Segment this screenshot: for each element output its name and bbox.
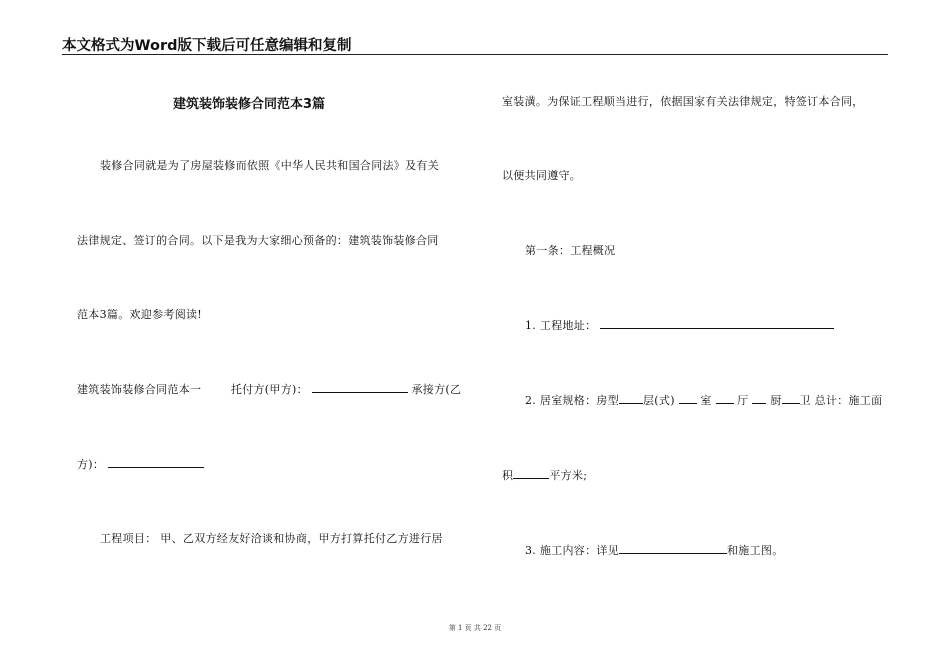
right-line-3: 第一条：工程概况: [525, 244, 616, 257]
left-line-4: [77, 381, 461, 397]
right-line-5: 2. 居室规格：房型 层(式) 室 厅 厨 卫 总计：施工面: [525, 394, 883, 407]
party-b-label-cont: 方)：: [77, 458, 105, 471]
party-b-label: 承接方(乙: [411, 383, 462, 396]
site-address-blank: [600, 317, 834, 329]
party-a-blank: [312, 381, 408, 393]
right-line-6: 积 平方米;: [502, 469, 588, 482]
header-text: 本文格式为Word版下载后可任意编辑和复制: [62, 38, 352, 54]
construction-content-label: 3. 施工内容：详见: [525, 544, 619, 557]
right-line-7: 3. 施工内容：详见 和施工图。: [525, 544, 784, 557]
site-address-label: 1. 工程地址：: [525, 319, 597, 332]
page-footer: 第 1 页 共 22 页: [448, 624, 502, 632]
left-line-2: 法律规定、签订的合同。以下是我为大家细心预备的：建筑装饰装修合同: [77, 234, 439, 247]
left-line-1: 装修合同就是为了房屋装修而依照《中华人民共和国合同法》及有关: [100, 159, 439, 172]
right-line-1: 室装潢。为保证工程顺当进行，依据国家有关法律规定，特签订本合同，: [502, 95, 864, 108]
page-header: [62, 32, 888, 55]
left-line-5: [77, 456, 204, 472]
construction-content-blank: [619, 542, 727, 554]
room-spec-label: 2. 居室规格：房型: [525, 394, 619, 407]
document-title: 建筑装饰装修合同范本3篇: [173, 97, 326, 112]
area-blank: [513, 467, 549, 479]
contract-sample-one-label: 建筑装饰装修合同范本一: [77, 383, 202, 396]
party-a-label: 托付方(甲方)：: [230, 383, 308, 396]
left-line-6: 工程项目： 甲、乙双方经友好洽谈和协商，甲方打算托付乙方进行居: [100, 532, 443, 545]
right-line-4: [525, 317, 834, 333]
party-b-blank: [108, 456, 204, 468]
left-line-3: 范本3篇。欢迎参考阅读!: [77, 308, 203, 321]
right-line-2: 以便共同遵守。: [502, 169, 582, 182]
